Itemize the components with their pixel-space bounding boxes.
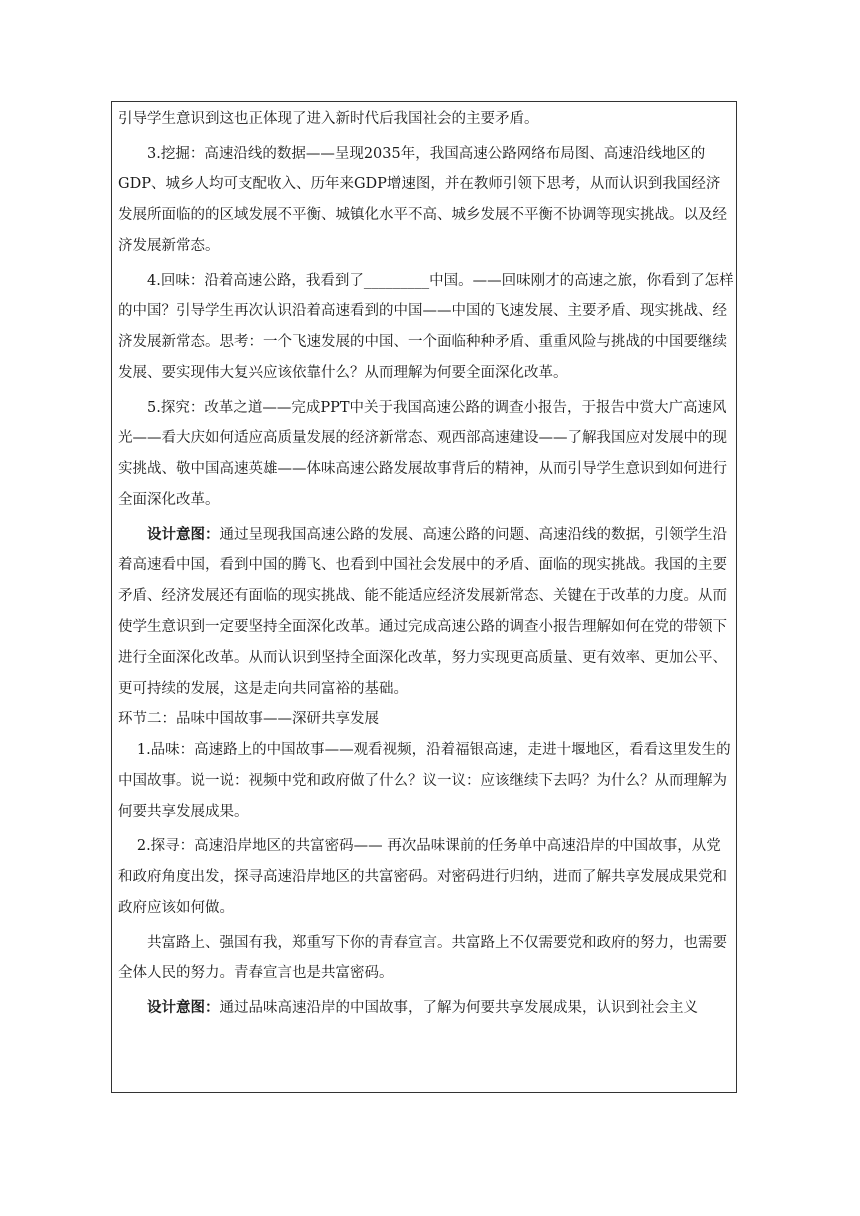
- document-body: [118, 104, 734, 1024]
- paragraph-design-intent-1: [118, 520, 734, 705]
- design-intent-text: 通过呈现我国高速公路的发展、高速公路的问题、高速沿线的数据，引领学生沿着高速看中国，看到中国的腾飞、也看到中国社会发展中的矛盾、面临的现实挑战。我国的主要矛盾、经济发展还有面临的现实挑战、能不能适应经济发展新常态、关键在于改革的力度。从而使学生意识到一定要坚持全面深化改革。通过完成高速公路的调查小报告理解如何在党的带领下进行全面深化改革。从而认识到坚持全面深化改革，努力实现更高质量、更有效率、更加公平、更可持续的发展，这是走向共同富裕的基础。: [118, 526, 727, 697]
- paragraph-step-1-savor: 1.品味：高速路上的中国故事——观看视频，沿着福银高速，走进十堰地区，看看这里发生的中国故事。说一说：视频中党和政府做了什么？议一议：应该继续下去吗？为什么？从而理解为何要共享发展成果。: [118, 742, 731, 820]
- paragraph-step-5-explore: 5.探究：改革之道——完成PPT中关于我国高速公路的调查小报告，于报告中赏大广高速风光——看大庆如何适应高质量发展的经济新常态、观西部高速建设——了解我国应对发展中的现实挑战、敬中国高速英雄——体味高速公路发展故事背后的精神，从而引导学生意识到如何进行全面深化改革。: [118, 399, 727, 508]
- paragraph-step-4-recall: 4.回味：沿着高速公路，我看到了_________中国。——回味刚才的高速之旅，你看到了怎样的中国？引导学生再次认识沿着高速看到的中国——中国的飞速发展、主要矛盾、现实挑战、经济发展新常态。思考：一个飞速发展的中国、一个面临种种矛盾、重重风险与挑战的中国要继续发展、要实现伟大复兴应该依靠什么？从而理解为何要全面深化改革。: [118, 272, 734, 381]
- paragraph-main-contradiction: 引导学生意识到这也正体现了进入新时代后我国社会的主要矛盾。: [118, 111, 539, 127]
- design-intent-text: 通过品味高速沿岸的中国故事，了解为何要共享发展成果，认识到社会主义: [219, 999, 698, 1016]
- design-intent-label: 设计意图：: [147, 998, 220, 1016]
- paragraph-design-intent-2: [118, 993, 734, 1024]
- paragraph-step-2-seek: 2.探寻：高速沿岸地区的共富密码—— 再次品味课前的任务单中高速沿岸的中国故事，从党和政府角度出发，探寻高速沿岸地区的共富密码。对密码进行归纳，进而了解共享发展成果党和政府应该如何做。: [118, 838, 727, 916]
- design-intent-label: 设计意图：: [147, 525, 220, 543]
- section-heading-2: 环节二：品味中国故事——深研共享发展: [118, 711, 379, 728]
- paragraph-step-3-dig: 3.挖掘：高速沿线的数据——呈现2035年，我国高速公路网络布局图、高速沿线地区的GDP、城乡人均可支配收入、历年来GDP增速图，并在教师引领下思考，从而认识到我国经济发展所面临的的区域发展不平衡、城镇化水平不高、城乡发展不平衡不协调等现实挑战。以及经济发展新常态。: [118, 145, 727, 254]
- paragraph-youth-declaration: 共富路上、强国有我，郑重写下你的青春宣言。共富路上不仅需要党和政府的努力，也需要全体人民的努力。青春宣言也是共富密码。: [118, 934, 727, 982]
